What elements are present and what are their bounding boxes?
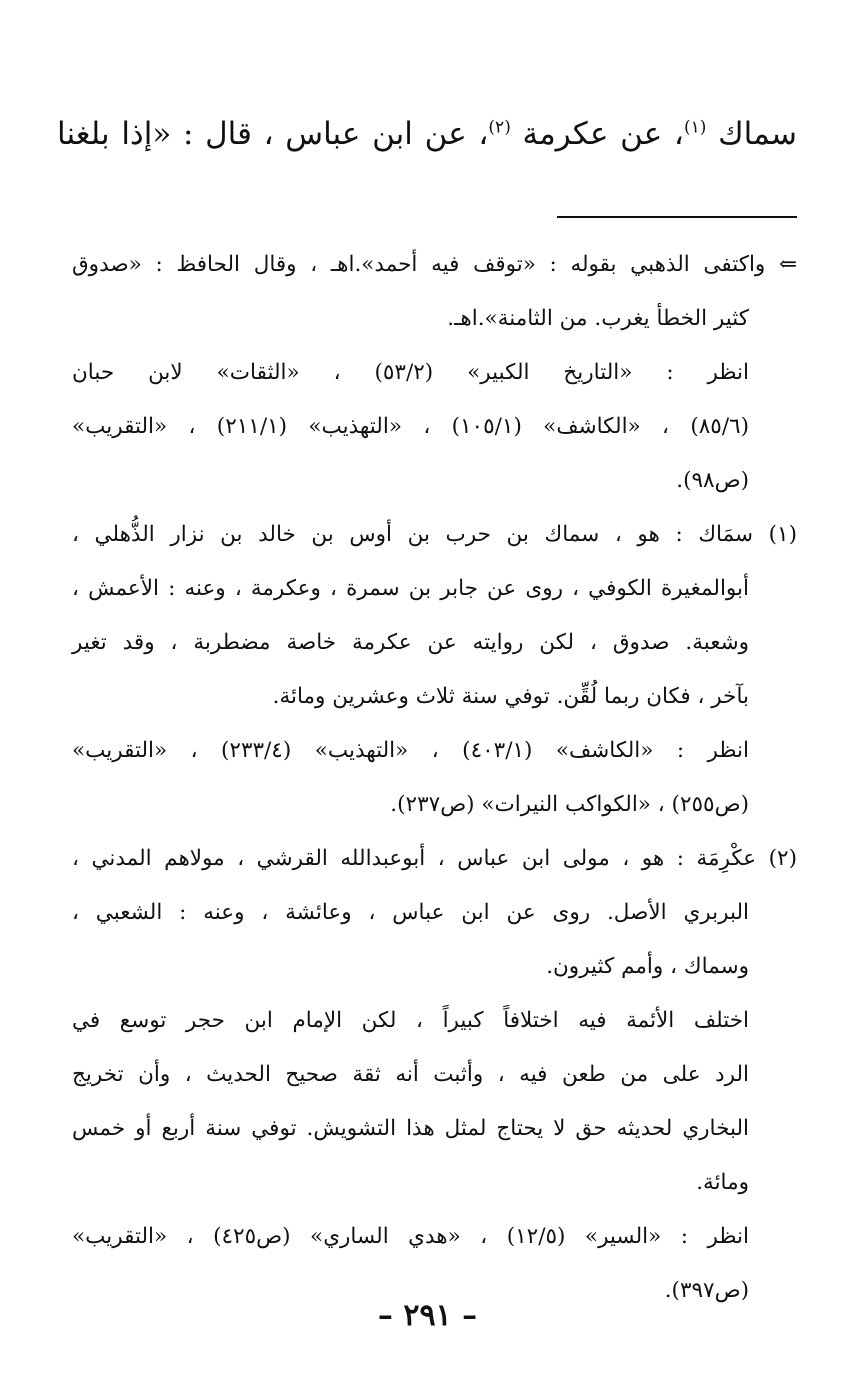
footnote-2-line-6: البخاري لحديثه حق لا يحتاج لمثل هذا التشويش. توفي سنة أربع أو خمس [72, 1116, 749, 1141]
footnote-2-line-8: انظر : «السير» (١٢/٥) ، «هدي الساري» (ص٤٢٥) ، «التقريب» [72, 1224, 749, 1249]
footnote-ref-1[interactable]: (١) [683, 117, 707, 138]
footnote-2-line-5: الرد على من طعن فيه ، وأثبت أنه ثقة صحيح الحديث ، وأن تخريج [72, 1062, 749, 1087]
footnote-separator [557, 216, 797, 218]
footnote-2-line-7: ومائة. [696, 1170, 749, 1195]
footnote-1-line-6: (ص٢٥٥) ، «الكواكب النيرات» (ص٢٣٧). [390, 792, 749, 817]
main-text-line [57, 108, 797, 160]
continued-note-line-2: كثير الخطأ يغرب. من الثامنة».اهـ. [447, 306, 749, 331]
footnote-2-line-4: اختلف الأئمة فيه اختلافاً كبيراً ، لكن الإمام ابن حجر توسع في [72, 1008, 749, 1033]
continued-note-line-1: ⇐ واكتفى الذهبي بقوله : «توقف فيه أحمد».اهـ ، وقال الحافظ : «صدوق [72, 252, 797, 277]
footnote-1-line-2: أبوالمغيرة الكوفي ، روى عن جابر بن سمرة ، وعكرمة ، وعنه : الأعمش ، [72, 576, 749, 601]
continued-note-line-3: انظر : «التاريخ الكبير» (٥٣/٢) ، «الثقات» لابن حبان [72, 360, 749, 385]
footnote-2 [72, 832, 797, 1318]
footnote-1-line-5: انظر : «الكاشف» (٤٠٣/١) ، «التهذيب» (٢٣٣/٤) ، «التقريب» [72, 738, 749, 763]
footnote-1-line-1: (١) سمَاك : هو ، سماك بن حرب بن أوس بن خالد بن نزار الذُّهلي ، [72, 522, 797, 547]
footnotes-section [72, 238, 797, 1318]
footnote-2-line-2: البربري الأصل. روى عن ابن عباس ، وعائشة ، وعنه : الشعبي ، [72, 900, 749, 925]
main-text-part3: ، عن ابن عباس ، قال : «إذا بلغنا [57, 116, 489, 152]
page-number: – ٢٩١ – [377, 1298, 478, 1333]
continued-note-line-4: (٨٥/٦) ، «الكاشف» (١٠٥/١) ، «التهذيب» (٢١١/١) ، «التقريب» [72, 414, 749, 439]
footnote-1 [72, 508, 797, 832]
main-text-part2: ، عن عكرمة [522, 116, 684, 152]
footnote-1-line-3: وشعبة. صدوق ، لكن روايته عن عكرمة خاصة مضطربة ، وقد تغير [72, 630, 749, 655]
main-text-part1: سماك [718, 116, 797, 152]
continued-note-line-5: (ص٩٨). [676, 468, 749, 493]
footnote-1-line-4: بآخر ، فكان ربما لُقِّن. توفي سنة ثلاث وعشرين ومائة. [272, 684, 749, 709]
footnote-2-line-3: وسماك ، وأمم كثيرون. [546, 954, 749, 979]
footnote-ref-2[interactable]: (٢) [488, 117, 511, 138]
footnote-2-line-9: (ص٣٩٧). [664, 1278, 749, 1303]
continued-footnote [72, 238, 797, 508]
footnote-2-line-1: (٢) عكْرِمَة : هو ، مولى ابن عباس ، أبوعبدالله القرشي ، مولاهم المدني ، [72, 846, 797, 871]
